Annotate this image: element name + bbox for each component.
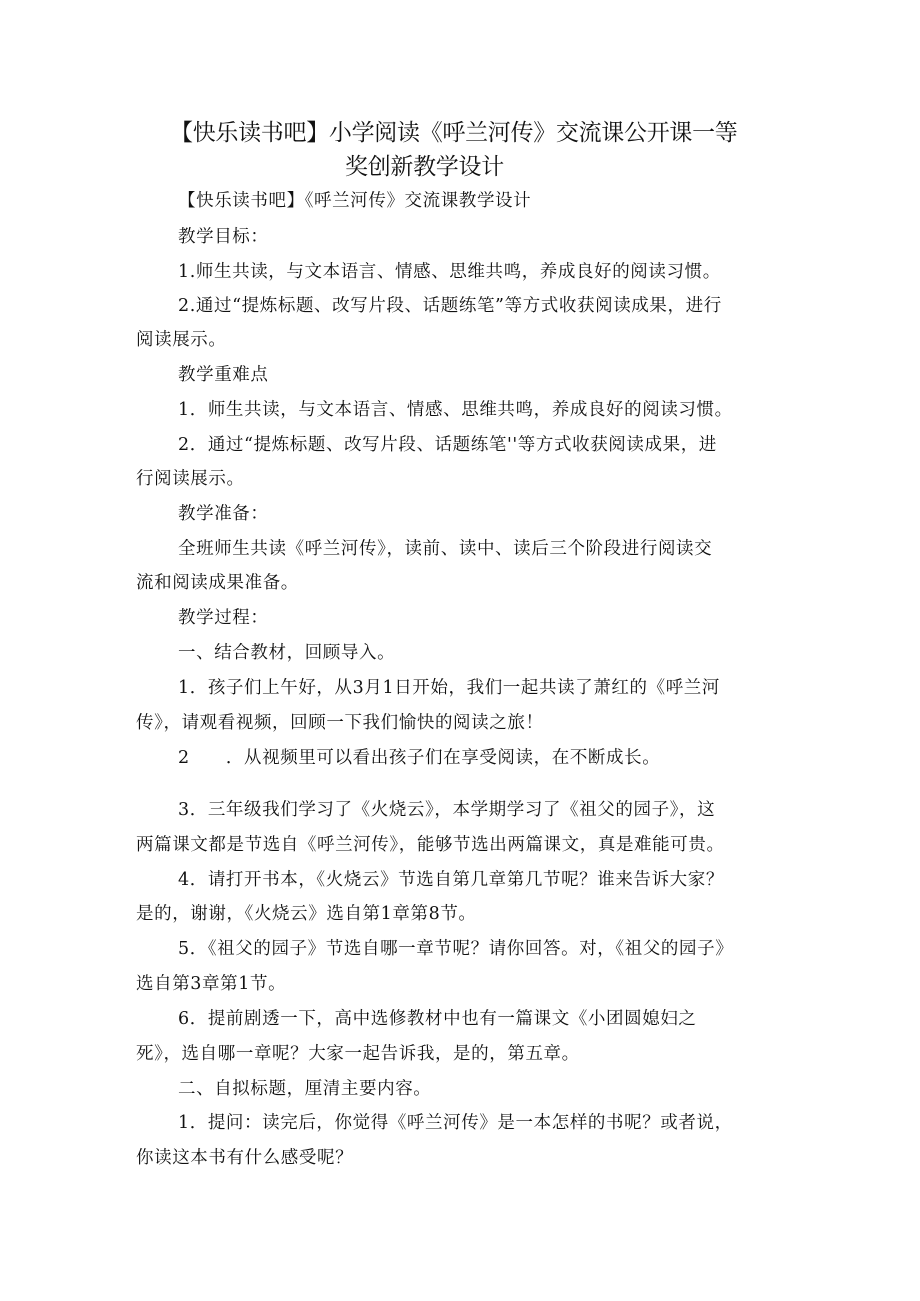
paragraph: 死》，选自哪一章呢？大家一起告诉我，是的，第五章。	[136, 1044, 580, 1064]
paragraph: 全班师生共读《呼兰河传》，读前、读中、读后三个阶段进行阅读交	[178, 539, 713, 559]
paragraph: 6．提前剧透一下，高中选修教材中也有一篇课文《小团圆媳妇之	[178, 1009, 697, 1029]
heading-process: 教学过程：	[178, 608, 269, 628]
heading-preparation: 教学准备：	[178, 504, 269, 524]
paragraph: 是的，谢谢，《火烧云》选自第1章第8节。	[136, 904, 477, 924]
subtitle: 【快乐读书吧】《呼兰河传》交流课教学设计	[178, 191, 532, 211]
paragraph: 传》，请观看视频，回顾一下我们愉快的阅读之旅！	[136, 713, 544, 733]
paragraph: 5．《祖父的园子》节选自哪一章节呢？请你回答。对，《祖父的园子》	[178, 939, 734, 959]
heading-key-points: 教学重难点	[178, 365, 269, 385]
paragraph: 3．三年级我们学习了《火烧云》，本学期学习了《祖父的园子》，这	[178, 800, 716, 820]
section-heading-2: 二、自拟标题，厘清主要内容。	[178, 1079, 432, 1099]
paragraph: 2.通过“提炼标题、改写片段、话题练笔”等方式收获阅读成果，进行	[178, 296, 722, 316]
paragraph: 流和阅读成果准备。	[136, 573, 299, 593]
paragraph: 行阅读展示。	[136, 469, 245, 489]
paragraph: 1．师生共读，与文本语言、情感、思维共鸣，养成良好的阅读习惯。	[178, 400, 733, 420]
heading-objectives: 教学目标：	[178, 227, 269, 247]
paragraph: 你读这本书有什么感受呢？	[136, 1148, 354, 1168]
paragraph: 2．通过“提炼标题、改写片段、话题练笔''等方式收获阅读成果，进	[178, 435, 717, 455]
document-title-line-2: 奖创新教学设计	[345, 154, 504, 180]
paragraph: 阅读展示。	[136, 330, 227, 350]
paragraph: 1．提问：读完后，你觉得《呼兰河传》是一本怎样的书呢？或者说，	[178, 1113, 733, 1133]
section-heading-1: 一、结合教材，回顾导入。	[178, 643, 396, 663]
paragraph: 选自第3章第1节。	[136, 974, 287, 994]
document-title-line-1: 【快乐读书吧】小学阅读《呼兰河传》交流课公开课一等	[170, 120, 738, 146]
paragraph: 1.师生共读，与文本语言、情感、思维共鸣，养成良好的阅读习惯。	[178, 262, 721, 282]
paragraph: 两篇课文都是节选自《呼兰河传》，能够节选出两篇课文，真是难能可贵。	[136, 835, 725, 855]
paragraph: 2 ．从视频里可以看出孩子们在享受阅读，在不断成长。	[178, 748, 661, 768]
paragraph: 4．请打开书本，《火烧云》节选自第几章第几节呢？谁来告诉大家？	[178, 870, 724, 890]
paragraph: 1．孩子们上午好，从3月1日开始，我们一起共读了萧红的《呼兰河	[178, 678, 720, 698]
